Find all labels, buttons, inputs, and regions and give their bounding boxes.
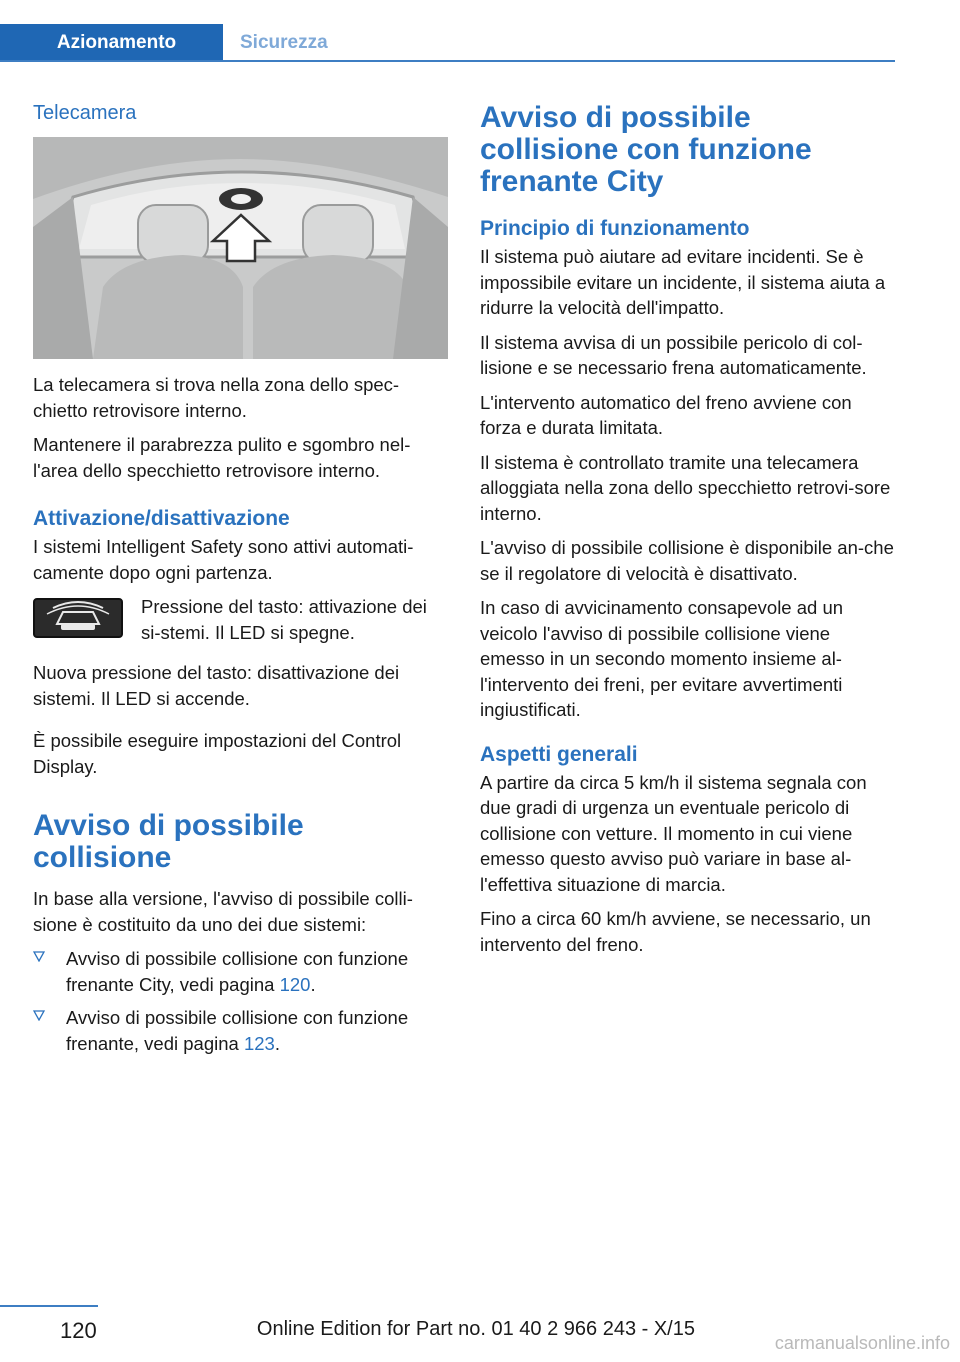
list-item: Avviso di possibile collisione con funzione frenante City, vedi pagina 120.	[33, 946, 448, 997]
page-link[interactable]: 123	[243, 1032, 275, 1054]
right-column	[480, 92, 895, 966]
list-item-text: Avviso di possibile collisione con funzione frenante, vedi pagina	[66, 1007, 409, 1054]
footer-rule	[0, 1305, 98, 1307]
general-paragraph-2: Fino a circa 60 km/h avviene, se necessario, un intervento del freno.	[480, 908, 871, 955]
page-number: 120	[60, 1318, 97, 1343]
city-heading: Avviso di possibile collisione con funzione frenante City	[480, 101, 812, 198]
principle-paragraph-4: Il sistema è controllato tramite una telecamera alloggiata nella zona dello specchietto retrovi-sore interno.	[480, 451, 891, 524]
principle-paragraph-6: In caso di avvicinamento consapevole ad un veicolo l'avviso di possibile collisione viene emesso in un secondo momento insieme al-l'intervento dei freni, per evitare avvertimenti ingiustificati.	[480, 597, 844, 720]
watermark: carmanualsonline.info	[774, 1333, 950, 1353]
principle-paragraph-2: Il sistema avvisa di un possibile pericolo di col-lisione e se necessario frena automaticamente.	[480, 331, 867, 378]
tab-azionamento[interactable]: Azionamento	[0, 24, 223, 62]
triangle-bullet-icon	[33, 1005, 66, 1056]
camera-location-photo	[33, 137, 448, 359]
button-paragraph: Pressione del tasto: attivazione dei si-stemi. Il LED si spegne.	[141, 596, 427, 643]
left-column	[33, 92, 448, 1064]
warning-paragraph-1: In base alla versione, l'avviso di possibile colli-sione è costituito da uno dei due sistemi:	[33, 888, 413, 935]
general-paragraph-1: A partire da circa 5 km/h il sistema segnala con due gradi di urgenza un eventuale pericolo di collisione con vetture. Il momento in cui viene emesso questo avviso può variare in base al-l'effettiva situazione di marcia.	[480, 771, 867, 895]
header-rule	[0, 60, 895, 62]
list-item-text: Avviso di possibile collisione con funzione frenante City, vedi pagina	[66, 948, 409, 995]
camera-paragraph-1: La telecamera si trova nella zona dello spec-chietto retrovisore interno.	[33, 374, 400, 421]
activation-paragraph-2: Nuova pressione del tasto: disattivazione dei sistemi. Il LED si accende.	[33, 662, 400, 709]
header-bar	[0, 24, 895, 62]
button-instruction	[33, 594, 448, 654]
principle-paragraph-3: L'intervento automatico del freno avviene con forza e durata limitata.	[480, 391, 852, 438]
triangle-bullet-icon	[33, 946, 66, 997]
camera-paragraph-2: Mantenere il parabrezza pulito e sgombro nel-l'area dello specchietto retrovisore interno.	[33, 434, 411, 481]
edition-note: Online Edition for Part no. 01 40 2 966 243 - X/15	[256, 1318, 695, 1340]
general-heading: Aspetti generali	[480, 742, 638, 766]
activation-paragraph-1: I sistemi Intelligent Safety sono attivi automati-camente dopo ogni partenza.	[33, 536, 414, 583]
activation-paragraph-3: È possibile eseguire impostazioni del Control Display.	[33, 730, 402, 777]
warning-heading: Avviso di possibile collisione	[33, 809, 304, 874]
collision-warning-button-icon	[33, 598, 123, 638]
tab-sicurezza[interactable]: Sicurezza	[240, 32, 328, 53]
list-item: Avviso di possibile collisione con funzione frenante, vedi pagina 123.	[33, 1005, 448, 1056]
system-list	[33, 946, 448, 1056]
principle-paragraph-5: L'avviso di possibile collisione è disponibile an-che se il regolatore di velocità è disattivato.	[480, 537, 894, 584]
camera-heading: Telecamera	[33, 102, 137, 124]
activation-heading: Attivazione/disattivazione	[33, 507, 290, 530]
principle-heading: Principio di funzionamento	[480, 217, 750, 240]
page-link[interactable]: 120	[279, 973, 311, 995]
principle-paragraph-1: Il sistema può aiutare ad evitare incidenti. Se è impossibile evitare un incidente, il sistema aiuta a ridurre la velocità dell'impatto.	[480, 246, 886, 318]
